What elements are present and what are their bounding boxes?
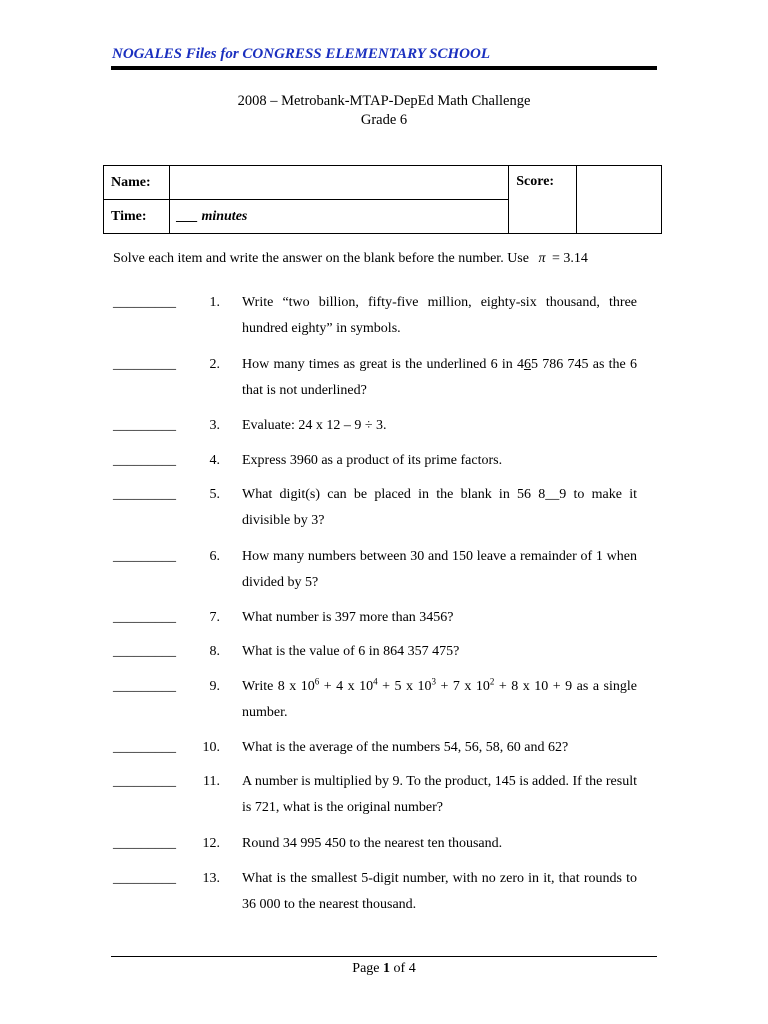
answer-blank[interactable]: _________ [113, 740, 176, 755]
answer-blank[interactable]: _________ [113, 295, 176, 310]
question-text: A number is multiplied by 9. To the product, 145 is added. If the result is 721, what is the original number? [242, 774, 637, 815]
grade-subtitle: Grade 6 [360, 112, 408, 128]
answer-blank[interactable]: _________ [113, 836, 176, 851]
answer-blank[interactable]: _________ [113, 774, 176, 789]
question-text-part: How many times as great is the underlined 6 in 4 [242, 357, 524, 372]
document-title: 2008 – Metrobank-MTAP-DepEd Math Challenge [237, 93, 531, 109]
question-number: 12. [202, 836, 220, 851]
student-info-table [103, 165, 662, 234]
instructions [113, 251, 588, 267]
question-text-part: + 7 x 10 [436, 679, 490, 694]
question-number: 10. [202, 740, 220, 755]
time-label: Time: [104, 200, 170, 234]
name-field[interactable] [169, 166, 508, 200]
school-header: NOGALES Files for CONGRESS ELEMENTARY SCHOOL [112, 46, 490, 62]
question-text-part: + 4 x 10 [319, 679, 374, 694]
pi-value: = 3.14 [552, 251, 588, 266]
question-text [242, 352, 637, 404]
exponent: 2 [489, 676, 495, 687]
pi-symbol: π [538, 251, 546, 266]
question-text: What is the average of the numbers 54, 56, 58, 60 and 62? [242, 740, 569, 755]
question-text: What digit(s) can be placed in the blank in 56 8__9 to make it divisible by 3? [242, 487, 637, 528]
exponent: 6 [314, 676, 320, 687]
question-number: 7. [209, 610, 220, 625]
question-number: 3. [209, 418, 220, 433]
question-text-part: + 8 x 10 + 9 as a single number. [242, 679, 637, 720]
answer-blank[interactable]: _________ [113, 453, 176, 468]
question-text: Write “two billion, fifty-five million, eighty-six thousand, three hundred eighty” in symbols. [242, 295, 637, 336]
answer-blank[interactable]: _________ [113, 487, 176, 502]
score-field[interactable] [577, 166, 662, 234]
question-number: 8. [209, 644, 220, 659]
underlined-digit: 6 [524, 357, 531, 372]
question-number: 5. [209, 487, 220, 502]
question-text: What is the value of 6 in 864 357 475? [242, 644, 460, 659]
name-label: Name: [104, 166, 170, 200]
instructions-text: Solve each item and write the answer on the blank before the number. Use [113, 251, 529, 266]
question-text: How many numbers between 30 and 150 leave a remainder of 1 when divided by 5? [242, 549, 637, 590]
page-total: 4 [408, 961, 416, 976]
question-number: 11. [203, 774, 220, 789]
time-value: ___ minutes [169, 200, 508, 234]
exponent: 4 [373, 676, 378, 687]
question-number: 6. [209, 549, 220, 564]
question-number: 1. [209, 295, 220, 310]
of-word: of [393, 961, 406, 976]
page-footer [0, 961, 768, 977]
answer-blank[interactable]: _________ [113, 549, 176, 564]
header-rule [111, 66, 657, 70]
question-text [242, 674, 637, 726]
answer-blank[interactable]: _________ [113, 679, 176, 694]
page-number: 1 [383, 961, 391, 976]
answer-blank[interactable]: _________ [113, 644, 176, 659]
question-text-part: Write 8 x 10 [242, 679, 315, 694]
question-text: Evaluate: 24 x 12 – 9 ÷ 3. [242, 418, 387, 433]
footer-rule [111, 956, 657, 957]
question-text: Express 3960 as a product of its prime factors. [242, 453, 503, 468]
question-text: What is the smallest 5-digit number, with no zero in it, that rounds to 36 000 to the nearest thousand. [242, 871, 637, 912]
question-text-part: 5 786 745 as the 6 that is not underlined? [242, 357, 638, 398]
answer-blank[interactable]: _________ [113, 357, 176, 372]
score-label: Score: [509, 166, 577, 234]
question-text: What number is 397 more than 3456? [242, 610, 454, 625]
answer-blank[interactable]: _________ [113, 871, 176, 886]
question-text-part: + 5 x 10 [377, 679, 432, 694]
question-number: 2. [209, 357, 220, 372]
page-word: Page [352, 961, 380, 976]
question-number: 13. [202, 871, 220, 886]
answer-blank[interactable]: _________ [113, 610, 176, 625]
exponent: 3 [431, 676, 437, 687]
question-text: Round 34 995 450 to the nearest ten thousand. [242, 836, 503, 851]
question-number: 4. [209, 453, 220, 468]
question-number: 9. [209, 679, 220, 694]
answer-blank[interactable]: _________ [113, 418, 176, 433]
